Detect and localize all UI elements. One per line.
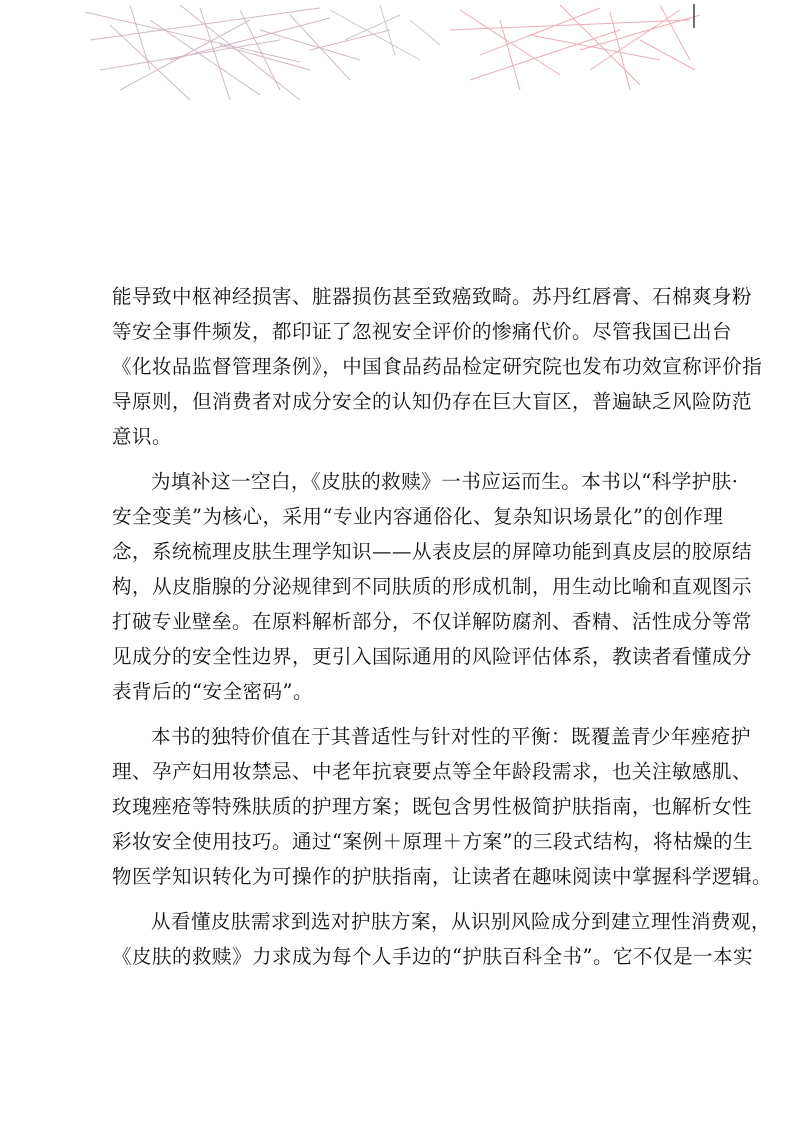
paragraph-1 xyxy=(112,279,763,454)
decorative-hatching xyxy=(0,0,800,120)
text-line: 等安全事件频发，都印证了忽视安全评价的惨痛代价。尽管我国已出台 xyxy=(112,320,733,343)
text-line: 本书的独特价值在于其普适性与针对性的平衡：既覆盖青少年痤疮护 xyxy=(151,725,752,748)
text-line: 彩妆安全使用技巧。通过“案例＋原理＋方案”的三段式结构，将枯燥的生 xyxy=(112,830,753,853)
text-line: 从看懂皮肤需求到选对护肤方案，从识别风险成分到建立理性消费观， xyxy=(151,910,772,933)
text-line: 意识。 xyxy=(112,425,173,448)
text-line: 念，系统梳理皮肤生理学知识——从表皮层的屏障功能到真皮层的胶原结 xyxy=(112,540,753,563)
body-text xyxy=(112,279,773,984)
text-line: 导原则，但消费者对成分安全的认知仍存在巨大盲区，普遍缺乏风险防范 xyxy=(112,390,753,413)
paragraph-4 xyxy=(112,904,772,974)
text-line: 《皮肤的救赎》力求成为每个人手边的“护肤百科全书”。它不仅是一本实 xyxy=(112,945,753,968)
text-line: 表背后的“安全密码”。 xyxy=(112,680,313,703)
text-line: 物医学知识转化为可操作的护肤指南，让读者在趣味阅读中掌握科学逻辑。 xyxy=(112,865,773,888)
text-line: 能导致中枢神经损害、脏器损伤甚至致癌致畸。苏丹红唇膏、石棉爽身粉 xyxy=(112,285,753,308)
paragraph-3 xyxy=(112,719,773,894)
text-line: 《化妆品监督管理条例》，中国食品药品检定研究院也发布功效宣称评价指 xyxy=(112,355,763,378)
text-line: 打破专业壁垒。在原料解析部分，不仅详解防腐剂、香精、活性成分等常 xyxy=(112,610,753,633)
text-line: 构，从皮脂腺的分泌规律到不同肤质的形成机制，用生动比喻和直观图示 xyxy=(112,575,753,598)
text-line: 理、孕产妇用妆禁忌、中老年抗衰要点等全年龄段需求，也关注敏感肌、 xyxy=(112,760,753,783)
text-line: 安全变美”为核心，采用“专业内容通俗化、复杂知识场景化”的创作理 xyxy=(112,505,724,528)
text-line: 见成分的安全性边界，更引入国际通用的风险评估体系，教读者看懂成分 xyxy=(112,645,753,668)
text-line: 玫瑰痤疮等特殊肤质的护理方案；既包含男性极简护肤指南，也解析女性 xyxy=(112,795,753,818)
paragraph-2 xyxy=(112,464,753,709)
text-line: 为填补这一空白，《皮肤的救赎》一书应运而生。本书以“科学护肤· xyxy=(151,470,739,493)
